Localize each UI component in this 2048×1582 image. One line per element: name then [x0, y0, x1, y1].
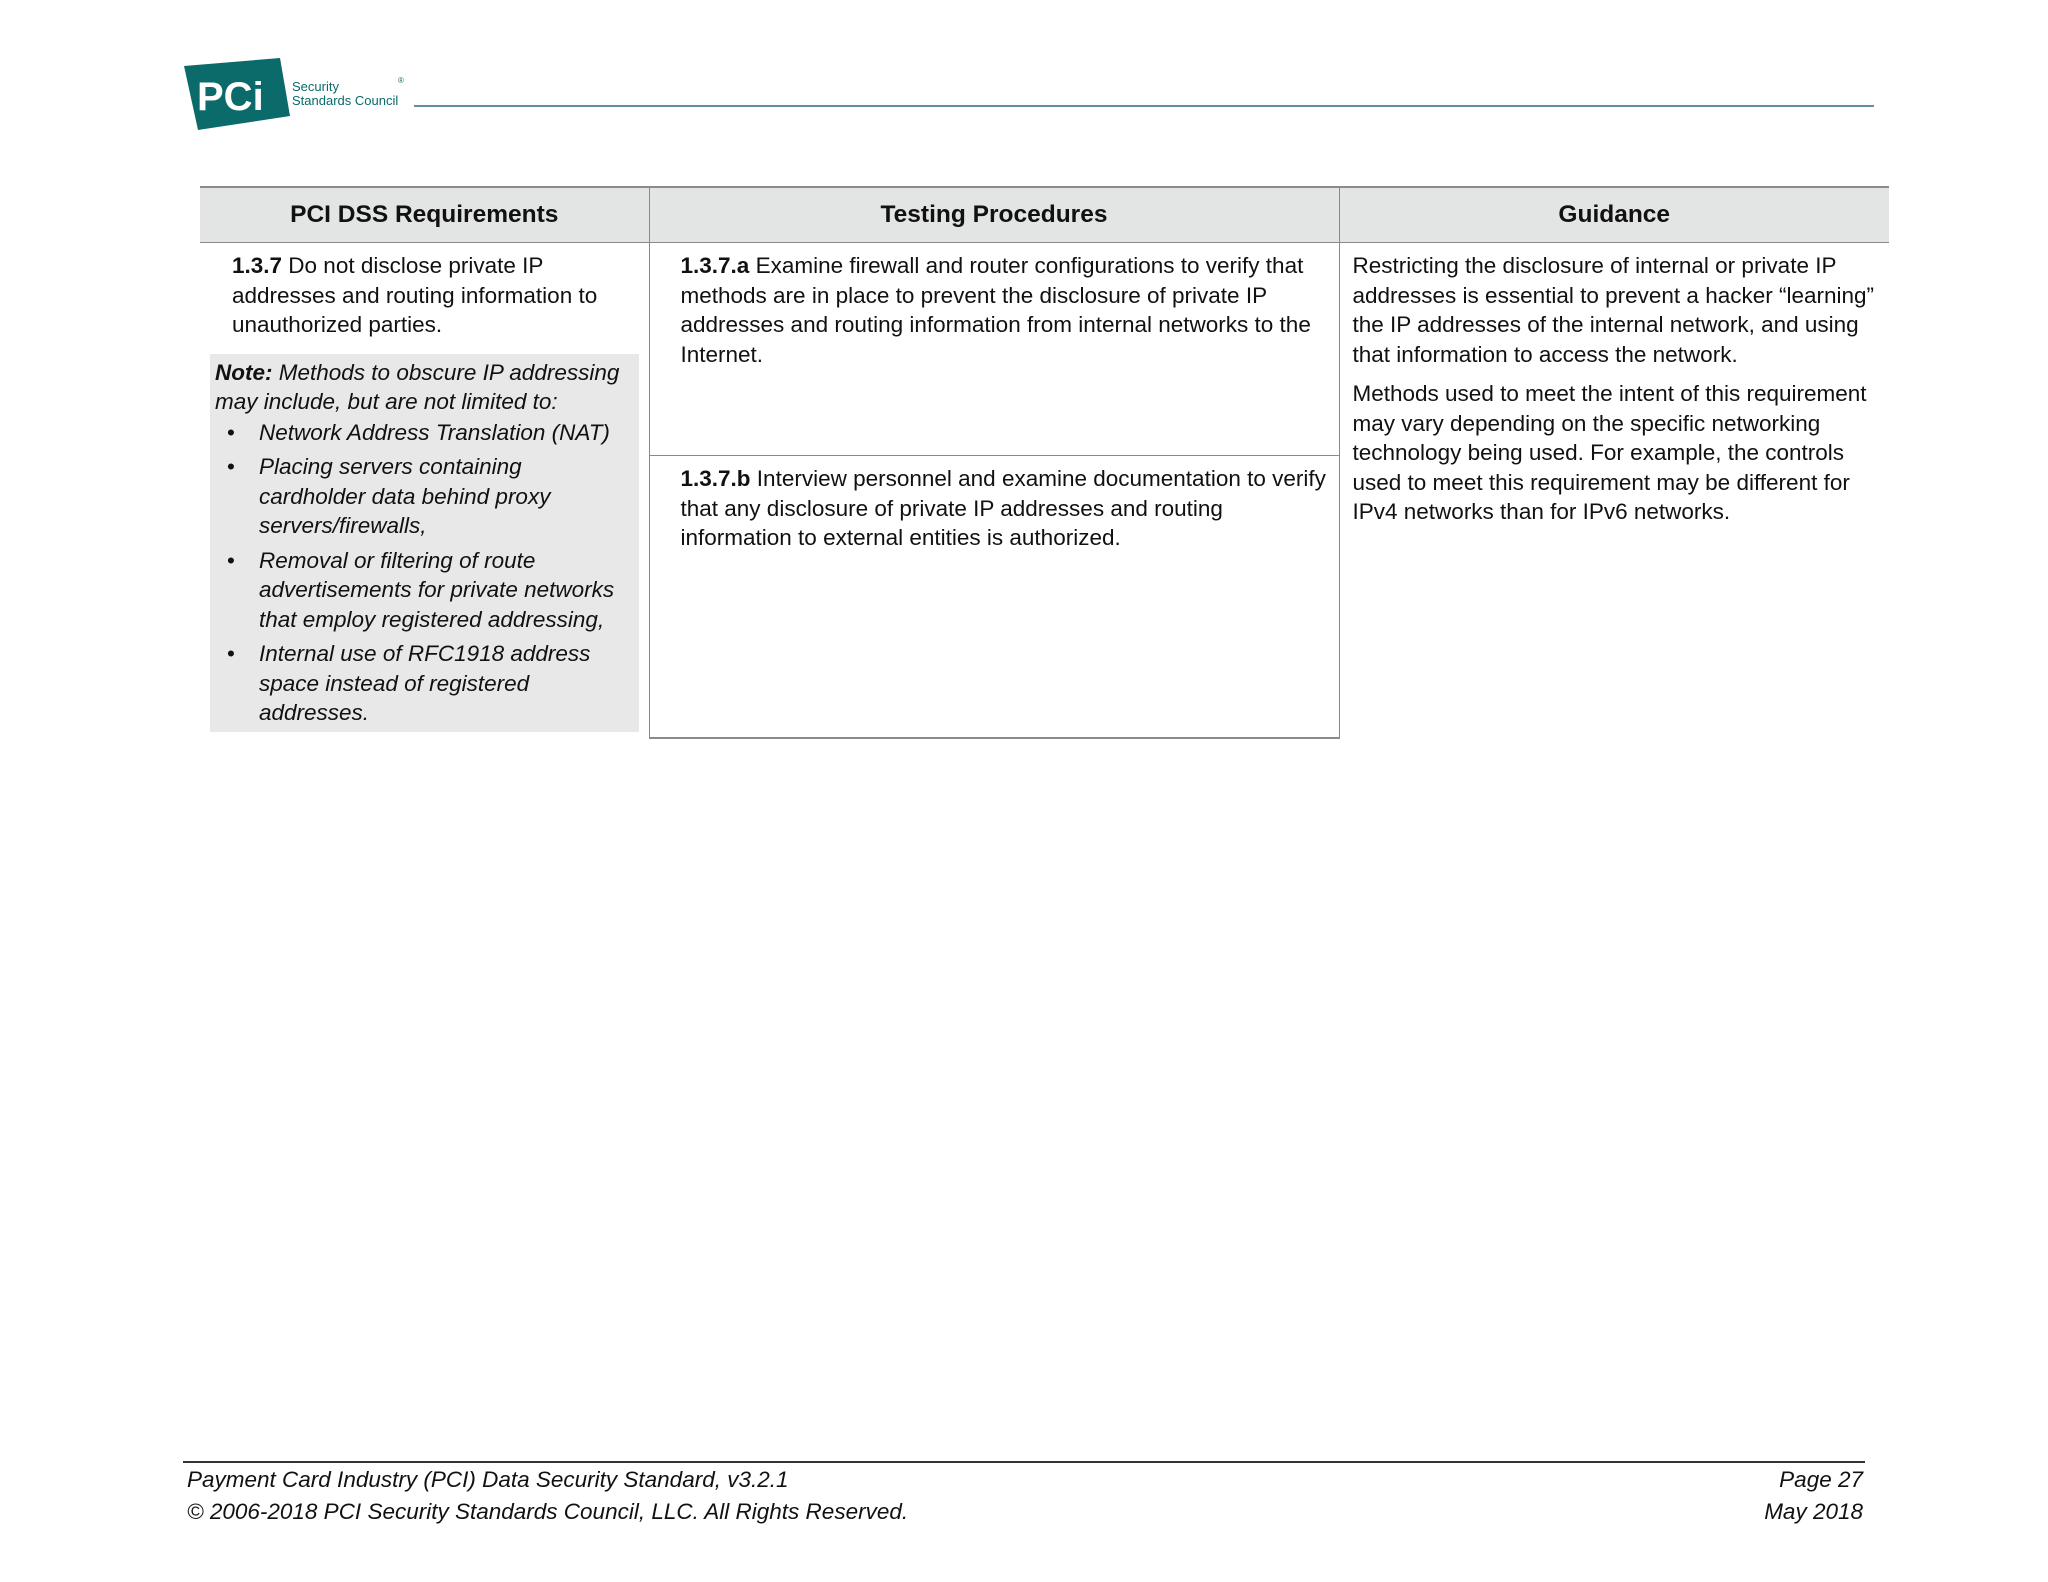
procedure-b-body: Interview personnel and examine documentation to verify that any disclosure of private IP addresses and routing information to external entities is authorized. — [680, 466, 1326, 550]
bullet-text: Placing servers containing cardholder data behind proxy servers/firewalls, — [259, 454, 551, 538]
requirement-body: Do not disclose private IP addresses and routing information to unauthorized parties. — [232, 253, 598, 337]
note-label: Note: — [215, 359, 273, 385]
list-item — [227, 452, 633, 541]
footer-date: May 2018 — [1764, 1499, 1863, 1524]
pci-logo-mark-icon — [184, 58, 290, 132]
note-bullet-list — [215, 418, 633, 728]
requirement-cell — [200, 243, 649, 738]
table-row — [200, 243, 1889, 456]
logo-reg-mark: ® — [398, 76, 404, 85]
footer-copyright: © 2006-2018 PCI Security Standards Council, LLC. All Rights Reserved. — [187, 1499, 909, 1524]
header-testing-procedures: Testing Procedures — [649, 187, 1339, 243]
bullet-icon: • — [227, 547, 235, 573]
footer-title: Payment Card Industry (PCI) Data Security Standard, v3.2.1 — [187, 1467, 789, 1492]
pci-logo — [184, 58, 414, 132]
header-rule — [414, 105, 1874, 107]
guidance-text — [1340, 243, 1890, 527]
list-item — [227, 546, 633, 635]
header-requirements: PCI DSS Requirements — [200, 187, 649, 243]
footer-right — [1764, 1464, 1863, 1528]
note-text: Methods to obscure IP addressing may include, but are not limited to: — [215, 359, 620, 414]
procedure-b-id: 1.3.7.b — [680, 466, 751, 491]
bullet-text: Network Address Translation (NAT) — [259, 419, 610, 445]
list-item — [227, 418, 633, 448]
procedure-cell-b — [649, 456, 1339, 738]
bullet-icon: • — [227, 641, 235, 666]
requirement-note — [210, 354, 639, 732]
footer-page-number: Page 27 — [1779, 1467, 1863, 1492]
logo-text — [292, 80, 398, 108]
procedure-a-text — [650, 243, 1339, 369]
logo-mark-text: PCi — [197, 75, 264, 119]
procedure-cell-a — [649, 243, 1339, 456]
table-header-row — [200, 187, 1889, 243]
logo-line1: Security — [292, 79, 339, 94]
requirement-id: 1.3.7 — [232, 253, 283, 278]
guidance-paragraph-1: Restricting the disclosure of internal or private IP addresses is essential to prevent a hacker “learning” the IP addresses of the internal network, and using that information to access the network. — [1352, 253, 1875, 367]
bullet-text: Internal use of RFC1918 address space instead of registered addresses. — [259, 641, 591, 725]
guidance-cell — [1339, 243, 1889, 738]
footer-rule — [183, 1461, 1865, 1463]
list-item — [227, 639, 633, 728]
logo-line2: Standards Council — [292, 93, 399, 108]
requirements-table — [200, 186, 1889, 739]
header-guidance: Guidance — [1339, 187, 1889, 243]
bullet-text: Removal or filtering of route advertisements for private networks that employ registered addressing, — [259, 547, 615, 632]
procedure-b-text — [650, 456, 1339, 553]
note-intro — [215, 358, 633, 417]
requirement-text — [200, 243, 649, 340]
footer-left — [187, 1464, 908, 1528]
procedure-a-id: 1.3.7.a — [680, 253, 750, 278]
procedure-a-body: Examine firewall and router configurations to verify that methods are in place to prevent the disclosure of private IP addresses and routing information from internal networks to the Internet. — [680, 253, 1311, 367]
bullet-icon: • — [227, 419, 235, 445]
bullet-icon: • — [227, 454, 235, 479]
guidance-paragraph-2: Methods used to meet the intent of this requirement may vary depending on the specific networking technology being used. For example, the controls used to meet this requirement may be different for IPv4 networks than for IPv6 networks. — [1352, 381, 1867, 524]
